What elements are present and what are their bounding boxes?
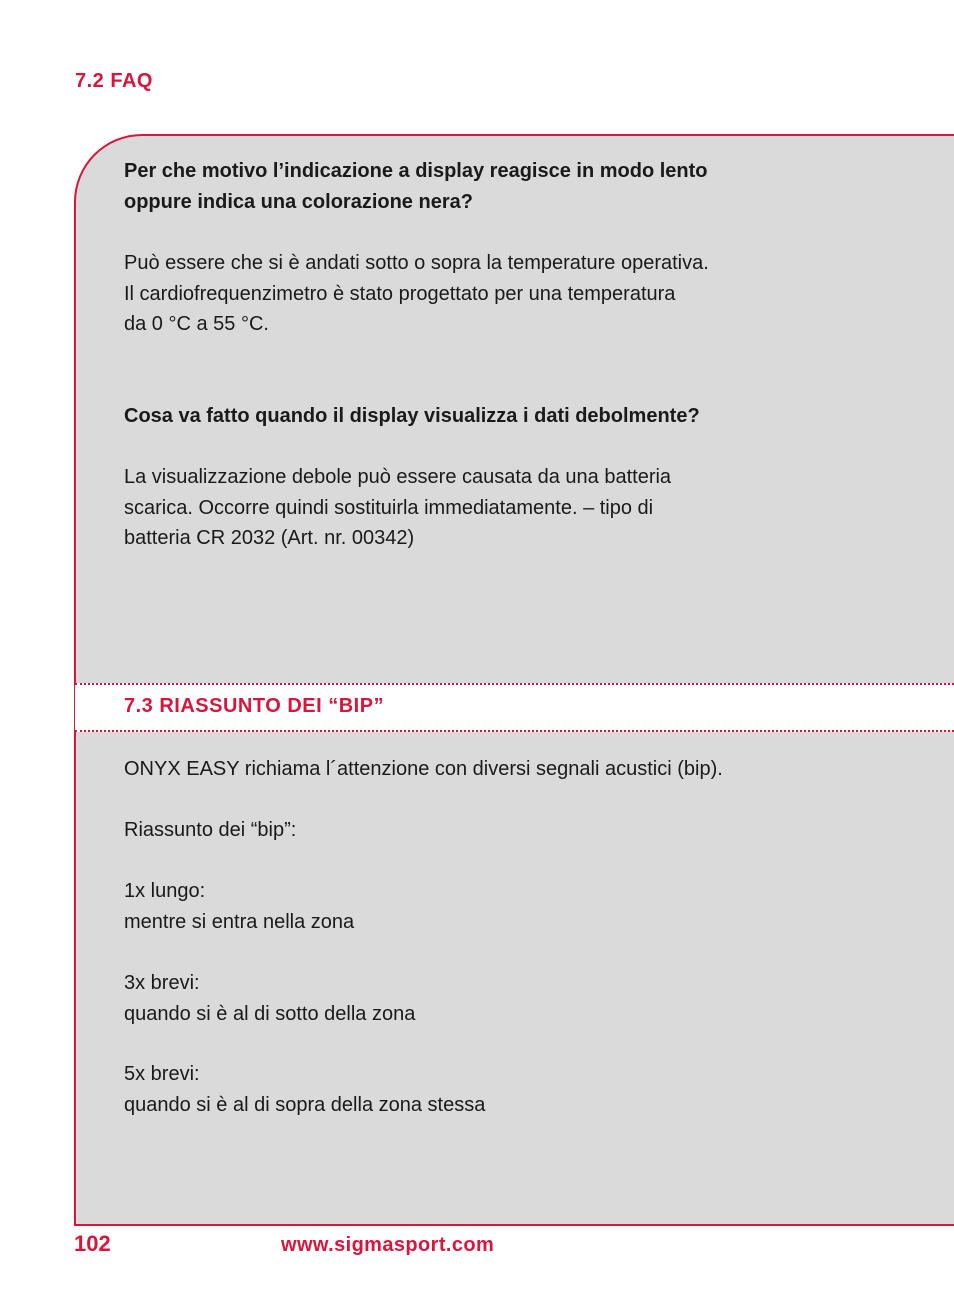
bip-item-2: 3x brevi: quando si è al di sotto della zona xyxy=(124,972,416,1025)
faq-answer-1: Può essere che si è andati sotto o sopra la temperature operativa. Il cardiofrequenzimetro è stato progettato per una temperatura da 0 °C a 55 °C. xyxy=(124,252,709,335)
bip-intro: ONYX EASY richiama l´attenzione con diversi segnali acustici (bip). xyxy=(124,758,723,780)
bip-summary-label: Riassunto dei “bip”: xyxy=(124,819,297,841)
faq-question-1: Per che motivo l’indicazione a display reagisce in modo lento oppure indica una colorazione nera? xyxy=(124,160,708,213)
bip-item-3: 5x brevi: quando si è al di sopra della zona stessa xyxy=(124,1063,486,1116)
bip-section-header xyxy=(75,683,954,732)
faq-answer-2: La visualizzazione debole può essere causata da una batteria scarica. Occorre quindi sostituirla immediatamente. – tipo di batteria CR 2032 (Art. nr. 00342) xyxy=(124,466,672,549)
faq-question-2: Cosa va fatto quando il display visualizza i dati debolmente? xyxy=(124,405,700,427)
section-title: 7.2 FAQ xyxy=(75,70,153,92)
website-link[interactable]: www.sigmasport.com xyxy=(281,1234,495,1256)
page-number: 102 xyxy=(74,1231,111,1256)
bip-item-1: 1x lungo: mentre si entra nella zona xyxy=(124,880,355,933)
bip-section-title: 7.3 RIASSUNTO DEI “BIP” xyxy=(124,695,385,717)
